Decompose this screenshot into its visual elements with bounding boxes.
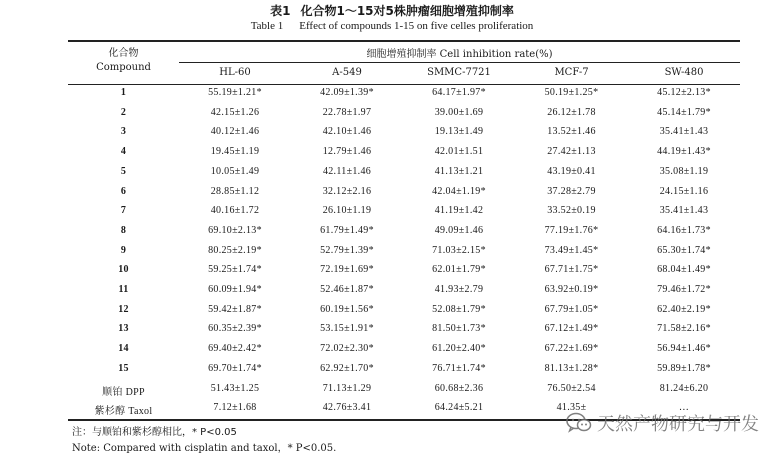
table-cell: 60.09±1.94* xyxy=(208,284,262,295)
table-cell: 80.25±2.19* xyxy=(208,244,262,256)
row-compound-name: 7 xyxy=(120,205,127,217)
header-compound-en: Compound xyxy=(96,62,151,73)
table-header-rule xyxy=(68,84,740,85)
table-cell: 60.35±2.39* xyxy=(208,323,262,335)
table-label-en: Table 1 xyxy=(250,20,284,32)
table-cell: 13.52±1.46 xyxy=(547,126,596,138)
table-row xyxy=(0,166,784,184)
table-caption-en: Effect of compounds 1-15 on five celles proliferation xyxy=(299,20,534,32)
table-cell: 62.92±1.70* xyxy=(320,362,374,374)
table-row xyxy=(0,87,784,105)
table-cell: 39.00±1.69 xyxy=(434,106,484,118)
table-cell: 41.13±1.21 xyxy=(434,165,484,177)
table-title-en xyxy=(0,20,784,32)
table-cell: 77.19±1.76* xyxy=(544,224,599,236)
table-cell: 26.10±1.19 xyxy=(322,205,372,217)
table-cell: 37.28±2.79 xyxy=(547,185,596,197)
table-cell: 41.35± xyxy=(556,402,587,414)
table-cell: 35.41±1.43 xyxy=(659,205,709,217)
table-cell: 62.01±1.79* xyxy=(432,264,486,276)
table-row xyxy=(0,264,784,282)
row-compound-name: 12 xyxy=(118,303,129,315)
row-compound-name: 15 xyxy=(118,362,129,374)
table-cell: 41.93±2.79 xyxy=(434,284,484,295)
table-cell: 45.14±1.79* xyxy=(657,106,711,118)
table-cell: 73.49±1.45* xyxy=(544,244,599,256)
row-compound-name: 11 xyxy=(118,284,129,295)
table-cell: 32.12±2.16 xyxy=(322,185,372,197)
table-cell: 52.08±1.79* xyxy=(432,303,486,315)
table-cell: 28.85±1.12 xyxy=(210,185,260,197)
table-cell: 61.79±1.49* xyxy=(320,224,374,236)
row-compound-name: 紫杉醇 Taxol xyxy=(94,406,153,418)
table-cell: 55.19±1.21* xyxy=(208,87,262,98)
table-label-cn: 表1 xyxy=(270,4,291,18)
table-row xyxy=(0,304,784,322)
table-cell: 79.46±1.72* xyxy=(657,284,711,295)
column-header-smmc7721: SMMC-7721 xyxy=(427,67,491,78)
wechat-icon xyxy=(566,412,592,434)
table-cell: 71.13±1.29 xyxy=(322,382,372,394)
row-compound-name: 10 xyxy=(118,264,129,276)
table-cell: 42.01±1.51 xyxy=(434,146,484,158)
table-cell: 22.78±1.97 xyxy=(322,106,372,118)
header-group-cn: 细胞增殖抑制率 xyxy=(366,49,437,60)
table-cell: 72.02±2.30* xyxy=(320,343,374,355)
table-cell: 43.19±0.41 xyxy=(547,165,596,177)
row-compound-name: 顺铂 DPP xyxy=(102,386,145,398)
table-cell: 67.71±1.75* xyxy=(544,264,599,276)
row-compound-name: 1 xyxy=(120,87,127,98)
table-cell: 69.70±1.74* xyxy=(208,362,262,374)
table-cell: 42.11±1.46 xyxy=(322,165,372,177)
table-cell: 81.13±1.28* xyxy=(544,362,599,374)
table-cell: 60.68±2.36 xyxy=(434,382,484,394)
table-cell: 67.22±1.69* xyxy=(544,343,599,355)
row-compound-name: 2 xyxy=(120,106,127,118)
table-row xyxy=(0,225,784,243)
table-cell: 44.19±1.43* xyxy=(657,146,711,158)
table-title-cn xyxy=(0,2,784,19)
table-cell: 27.42±1.13 xyxy=(547,146,596,158)
table-cell: 64.24±5.21 xyxy=(434,402,484,414)
table-row xyxy=(0,343,784,361)
table-top-rule xyxy=(68,40,740,42)
table-row xyxy=(0,126,784,144)
table-cell: 62.40±2.19* xyxy=(657,303,711,315)
table-row xyxy=(0,323,784,341)
table-cell: 35.41±1.43 xyxy=(659,126,709,138)
table-cell: 59.25±1.74* xyxy=(208,264,262,276)
table-cell: 60.19±1.56* xyxy=(320,303,374,315)
table-cell: 69.10±2.13* xyxy=(208,224,262,236)
table-cell: 50.19±1.25* xyxy=(544,87,599,98)
table-cell: 33.52±0.19 xyxy=(547,205,596,217)
table-cell: 64.16±1.73* xyxy=(657,224,711,236)
row-compound-name: 4 xyxy=(120,146,127,158)
table-caption-cn: 化合物1～15对5株肿瘤细胞增殖抑制率 xyxy=(300,4,514,18)
column-header-sw480: SW-480 xyxy=(664,67,704,78)
footnote-cn-text: 注：与顺铂和紫杉醇相比，* P<0.05 xyxy=(72,427,237,438)
header-inhibition-group xyxy=(179,45,740,60)
column-header-a549: A-549 xyxy=(332,67,362,78)
table-cell: … xyxy=(678,402,690,414)
table-cell: 35.08±1.19 xyxy=(659,165,709,177)
row-compound-name: 6 xyxy=(120,185,127,197)
table-cell: 7.12±1.68 xyxy=(213,402,257,414)
table-cell: 65.30±1.74* xyxy=(657,244,711,256)
row-compound-name: 13 xyxy=(118,323,129,335)
table-cell: 42.10±1.46 xyxy=(322,126,372,138)
table-cell: 68.04±1.49* xyxy=(657,264,711,276)
table-cell: 71.58±2.16* xyxy=(657,323,711,335)
table-cell: 19.45±1.19 xyxy=(210,146,260,158)
table-row xyxy=(0,383,784,401)
table-cell: 24.15±1.16 xyxy=(659,185,709,197)
table-cell: 76.50±2.54 xyxy=(547,382,596,394)
table-cell: 40.12±1.46 xyxy=(210,126,260,138)
table-cell: 53.15±1.91* xyxy=(320,323,374,335)
table-cell: 45.12±2.13* xyxy=(657,87,711,98)
watermark-text: 天然产物研究与开发 xyxy=(597,414,759,435)
table-cell: 19.13±1.49 xyxy=(434,126,484,138)
table-cell: 67.79±1.05* xyxy=(544,303,599,315)
table-cell: 71.03±2.15* xyxy=(432,244,486,256)
watermark xyxy=(566,409,759,437)
table-subheader-rule xyxy=(179,62,740,63)
table-row xyxy=(0,186,784,204)
table-cell: 42.09±1.39* xyxy=(320,87,374,98)
table-cell: 63.92±0.19* xyxy=(544,284,599,295)
table-cell: 69.40±2.42* xyxy=(208,343,262,355)
table-cell: 42.04±1.19* xyxy=(432,185,486,197)
row-compound-name: 5 xyxy=(120,165,127,177)
table-cell: 72.19±1.69* xyxy=(320,264,374,276)
table-row xyxy=(0,205,784,223)
table-cell: 49.09±1.46 xyxy=(434,224,484,236)
column-header-hl60: HL-60 xyxy=(219,67,251,78)
table-cell: 56.94±1.46* xyxy=(657,343,711,355)
table-cell: 12.79±1.46 xyxy=(322,146,372,158)
table-row xyxy=(0,146,784,164)
table-cell: 40.16±1.72 xyxy=(210,205,260,217)
table-cell: 64.17±1.97* xyxy=(432,87,486,98)
row-compound-name: 8 xyxy=(120,224,127,236)
table-cell: 51.43±1.25 xyxy=(210,382,260,394)
row-compound-name: 9 xyxy=(120,244,127,256)
table-cell: 59.89±1.78* xyxy=(657,362,711,374)
column-header-mcf7: MCF-7 xyxy=(554,67,589,78)
footnote-en-text: Note: Compared with cisplatin and taxol，* P<0.05. xyxy=(72,443,337,454)
table-cell: 52.79±1.39* xyxy=(320,244,374,256)
table-cell: 42.76±3.41 xyxy=(322,402,372,414)
table-cell: 42.15±1.26 xyxy=(210,106,260,118)
table-cell: 52.46±1.87* xyxy=(320,284,374,295)
table-row xyxy=(0,363,784,381)
table-cell: 26.12±1.78 xyxy=(547,106,596,118)
row-compound-name: 14 xyxy=(118,343,129,355)
footnote-en xyxy=(72,439,336,454)
table-cell: 67.12±1.49* xyxy=(544,323,599,335)
table-row xyxy=(0,107,784,125)
table-cell: 59.42±1.87* xyxy=(208,303,262,315)
row-compound-name: 3 xyxy=(120,126,127,138)
header-compound-cn: 化合物 xyxy=(108,48,139,59)
table-row xyxy=(0,284,784,302)
column-headers xyxy=(0,67,784,81)
table-cell: 81.50±1.73* xyxy=(432,323,486,335)
table-row xyxy=(0,245,784,263)
table-cell: 41.19±1.42 xyxy=(434,205,484,217)
table-cell: 76.71±1.74* xyxy=(432,362,486,374)
table-cell: 81.24±6.20 xyxy=(659,382,709,394)
header-group-en: Cell inhibition rate(%) xyxy=(439,49,553,60)
table-cell: 10.05±1.49 xyxy=(210,165,260,177)
table-cell: 61.20±2.40* xyxy=(432,343,486,355)
footnote-cn xyxy=(72,423,237,438)
